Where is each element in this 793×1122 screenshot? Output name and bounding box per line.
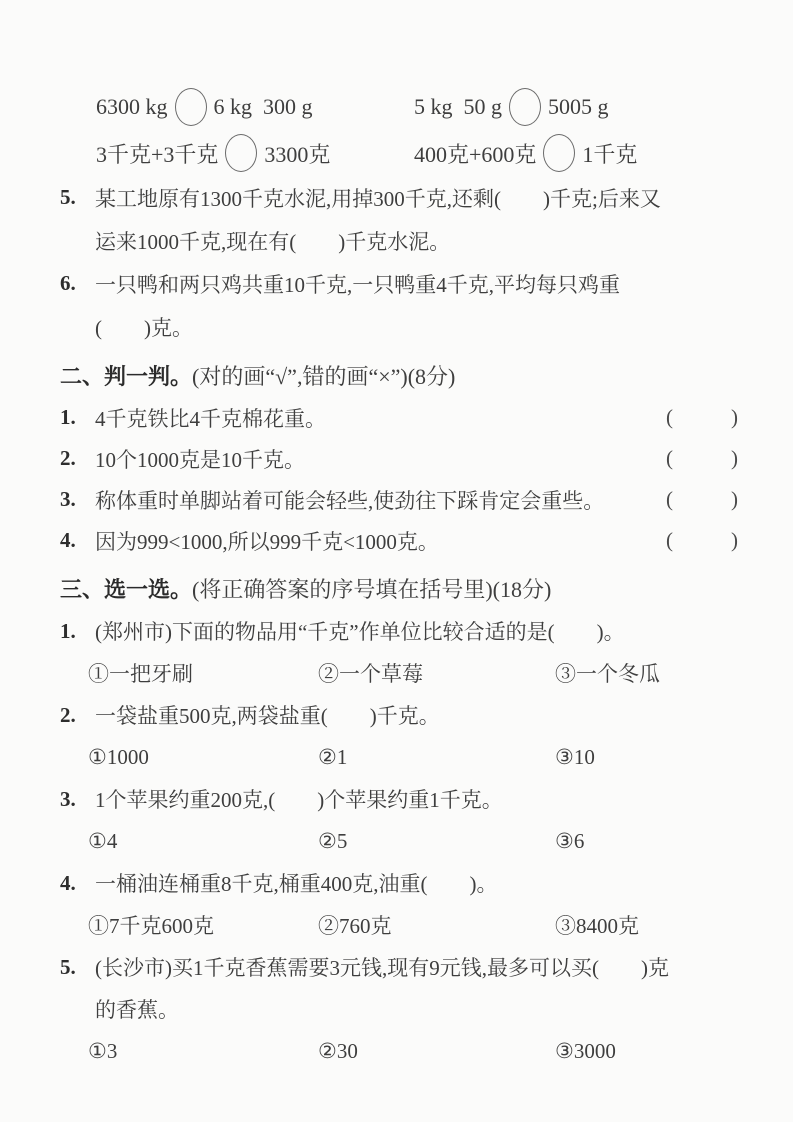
comparison-left-text: 6300 kg [96, 94, 168, 119]
choice-2-options [60, 736, 738, 778]
question-text: 10个1000克是10千克。 [95, 447, 305, 472]
comparison-right-text: 3300克 [264, 141, 331, 167]
question-number: 2. [60, 446, 76, 470]
option-2: ②30 [318, 1038, 358, 1063]
section-title: 二、判一判。 [60, 364, 193, 389]
option-2: ②5 [318, 828, 348, 853]
comparison-circle-blank [543, 134, 575, 172]
comparison-item [96, 88, 414, 126]
bracket-open: ( [666, 528, 673, 552]
option-2: ②一个草莓 [318, 662, 423, 686]
option-1: ①1000 [88, 744, 149, 769]
option-1: ①3 [88, 1038, 118, 1063]
question-text: 运来1000千克,现在有( )千克水泥。 [95, 229, 451, 254]
comparison-circle-blank [225, 134, 257, 172]
choice-5-stem-line-2 [60, 988, 738, 1030]
question-text: (郑州市)下面的物品用“千克”作单位比较合适的是( )。 [95, 620, 625, 644]
bracket-close: ) [731, 487, 738, 511]
question-number: 1. [60, 618, 76, 643]
choice-4-stem [60, 862, 738, 904]
comparison-circle-blank [509, 88, 541, 126]
section-2-heading [60, 354, 738, 397]
comparison-left-text: 5 kg 50 g [414, 94, 502, 119]
comparison-right-text: 1千克 [582, 141, 638, 167]
question-text: 因为999<1000,所以999千克<1000克。 [95, 529, 439, 554]
question-number: 4. [60, 870, 76, 895]
option-3: ③6 [555, 828, 585, 853]
option-3: ③3000 [555, 1038, 616, 1063]
choice-5-stem-line-1 [60, 946, 738, 988]
question-number: 1. [60, 405, 76, 429]
question-text: 一袋盐重500克,两袋盐重( )千克。 [95, 704, 440, 728]
question-number: 3. [60, 487, 76, 511]
question-number: 6. [60, 271, 76, 295]
bracket-open: ( [666, 487, 673, 511]
answer-bracket-blank [666, 405, 738, 430]
choice-2-stem [60, 694, 738, 736]
question-text: 的香蕉。 [95, 998, 179, 1022]
question-text: (长沙市)买1千克香蕉需要3元钱,现有9元钱,最多可以买( )克 [95, 956, 669, 980]
bracket-open: ( [666, 446, 673, 470]
option-2: ②1 [318, 744, 348, 769]
question-number: 5. [60, 185, 76, 209]
section-subtitle: (对的画“√”,错的画“×”)(8分) [192, 364, 456, 389]
judge-item-3 [60, 479, 738, 520]
comparison-row-2 [60, 130, 738, 176]
judge-item-2 [60, 438, 738, 479]
question-5-line-2 [60, 219, 738, 262]
comparison-right-text: 5005 g [548, 94, 609, 119]
section-subtitle: (将正确答案的序号填在括号里)(18分) [192, 577, 552, 602]
option-2: ②760克 [318, 914, 392, 938]
question-text: 一只鸭和两只鸡共重10千克,一只鸭重4千克,平均每只鸡重 [95, 272, 620, 297]
choice-3-options [60, 820, 738, 862]
comparison-circle-blank [175, 88, 207, 126]
question-text: 4千克铁比4千克棉花重。 [95, 406, 326, 431]
question-text: ( )克。 [95, 315, 193, 340]
question-text: 1个苹果约重200克,( )个苹果约重1千克。 [95, 788, 503, 812]
comparison-item [96, 134, 414, 172]
comparison-item [414, 134, 637, 172]
section-3-heading [60, 567, 738, 610]
section-title: 三、选一选。 [60, 577, 193, 602]
question-number: 3. [60, 786, 76, 811]
choice-3-stem [60, 778, 738, 820]
judge-item-4 [60, 520, 738, 561]
question-number: 5. [60, 954, 76, 979]
choice-5-options [60, 1030, 738, 1072]
question-text: 一桶油连桶重8千克,桶重400克,油重( )。 [95, 872, 498, 896]
option-1: ①4 [88, 828, 118, 853]
comparison-left-text: 400克+600克 [414, 141, 537, 167]
option-1: ①一把牙刷 [88, 662, 193, 686]
choice-1-stem [60, 610, 738, 652]
question-number: 2. [60, 702, 76, 727]
comparison-right-text: 6 kg 300 g [213, 94, 313, 119]
answer-bracket-blank [666, 487, 738, 512]
bracket-open: ( [666, 405, 673, 429]
bracket-close: ) [731, 528, 738, 552]
question-number: 4. [60, 528, 76, 552]
option-3: ③10 [555, 744, 595, 769]
option-1: ①7千克600克 [88, 914, 214, 938]
bracket-close: ) [731, 446, 738, 470]
choice-1-options [60, 652, 738, 694]
comparison-item [414, 88, 609, 126]
answer-bracket-blank [666, 528, 738, 553]
comparison-row-1 [60, 84, 738, 130]
question-6-line-2 [60, 305, 738, 348]
option-3: ③8400克 [555, 914, 639, 938]
judge-item-1 [60, 397, 738, 438]
bracket-close: ) [731, 405, 738, 429]
question-6-line-1 [60, 262, 738, 305]
answer-bracket-blank [666, 446, 738, 471]
question-5-line-1 [60, 176, 738, 219]
option-3: ③一个冬瓜 [555, 662, 660, 686]
question-text: 称体重时单脚站着可能会轻些,使劲往下踩肯定会重些。 [95, 488, 605, 513]
choice-4-options [60, 904, 738, 946]
comparison-left-text: 3千克+3千克 [96, 141, 219, 167]
question-text: 某工地原有1300千克水泥,用掉300千克,还剩( )千克;后来又 [95, 186, 661, 211]
